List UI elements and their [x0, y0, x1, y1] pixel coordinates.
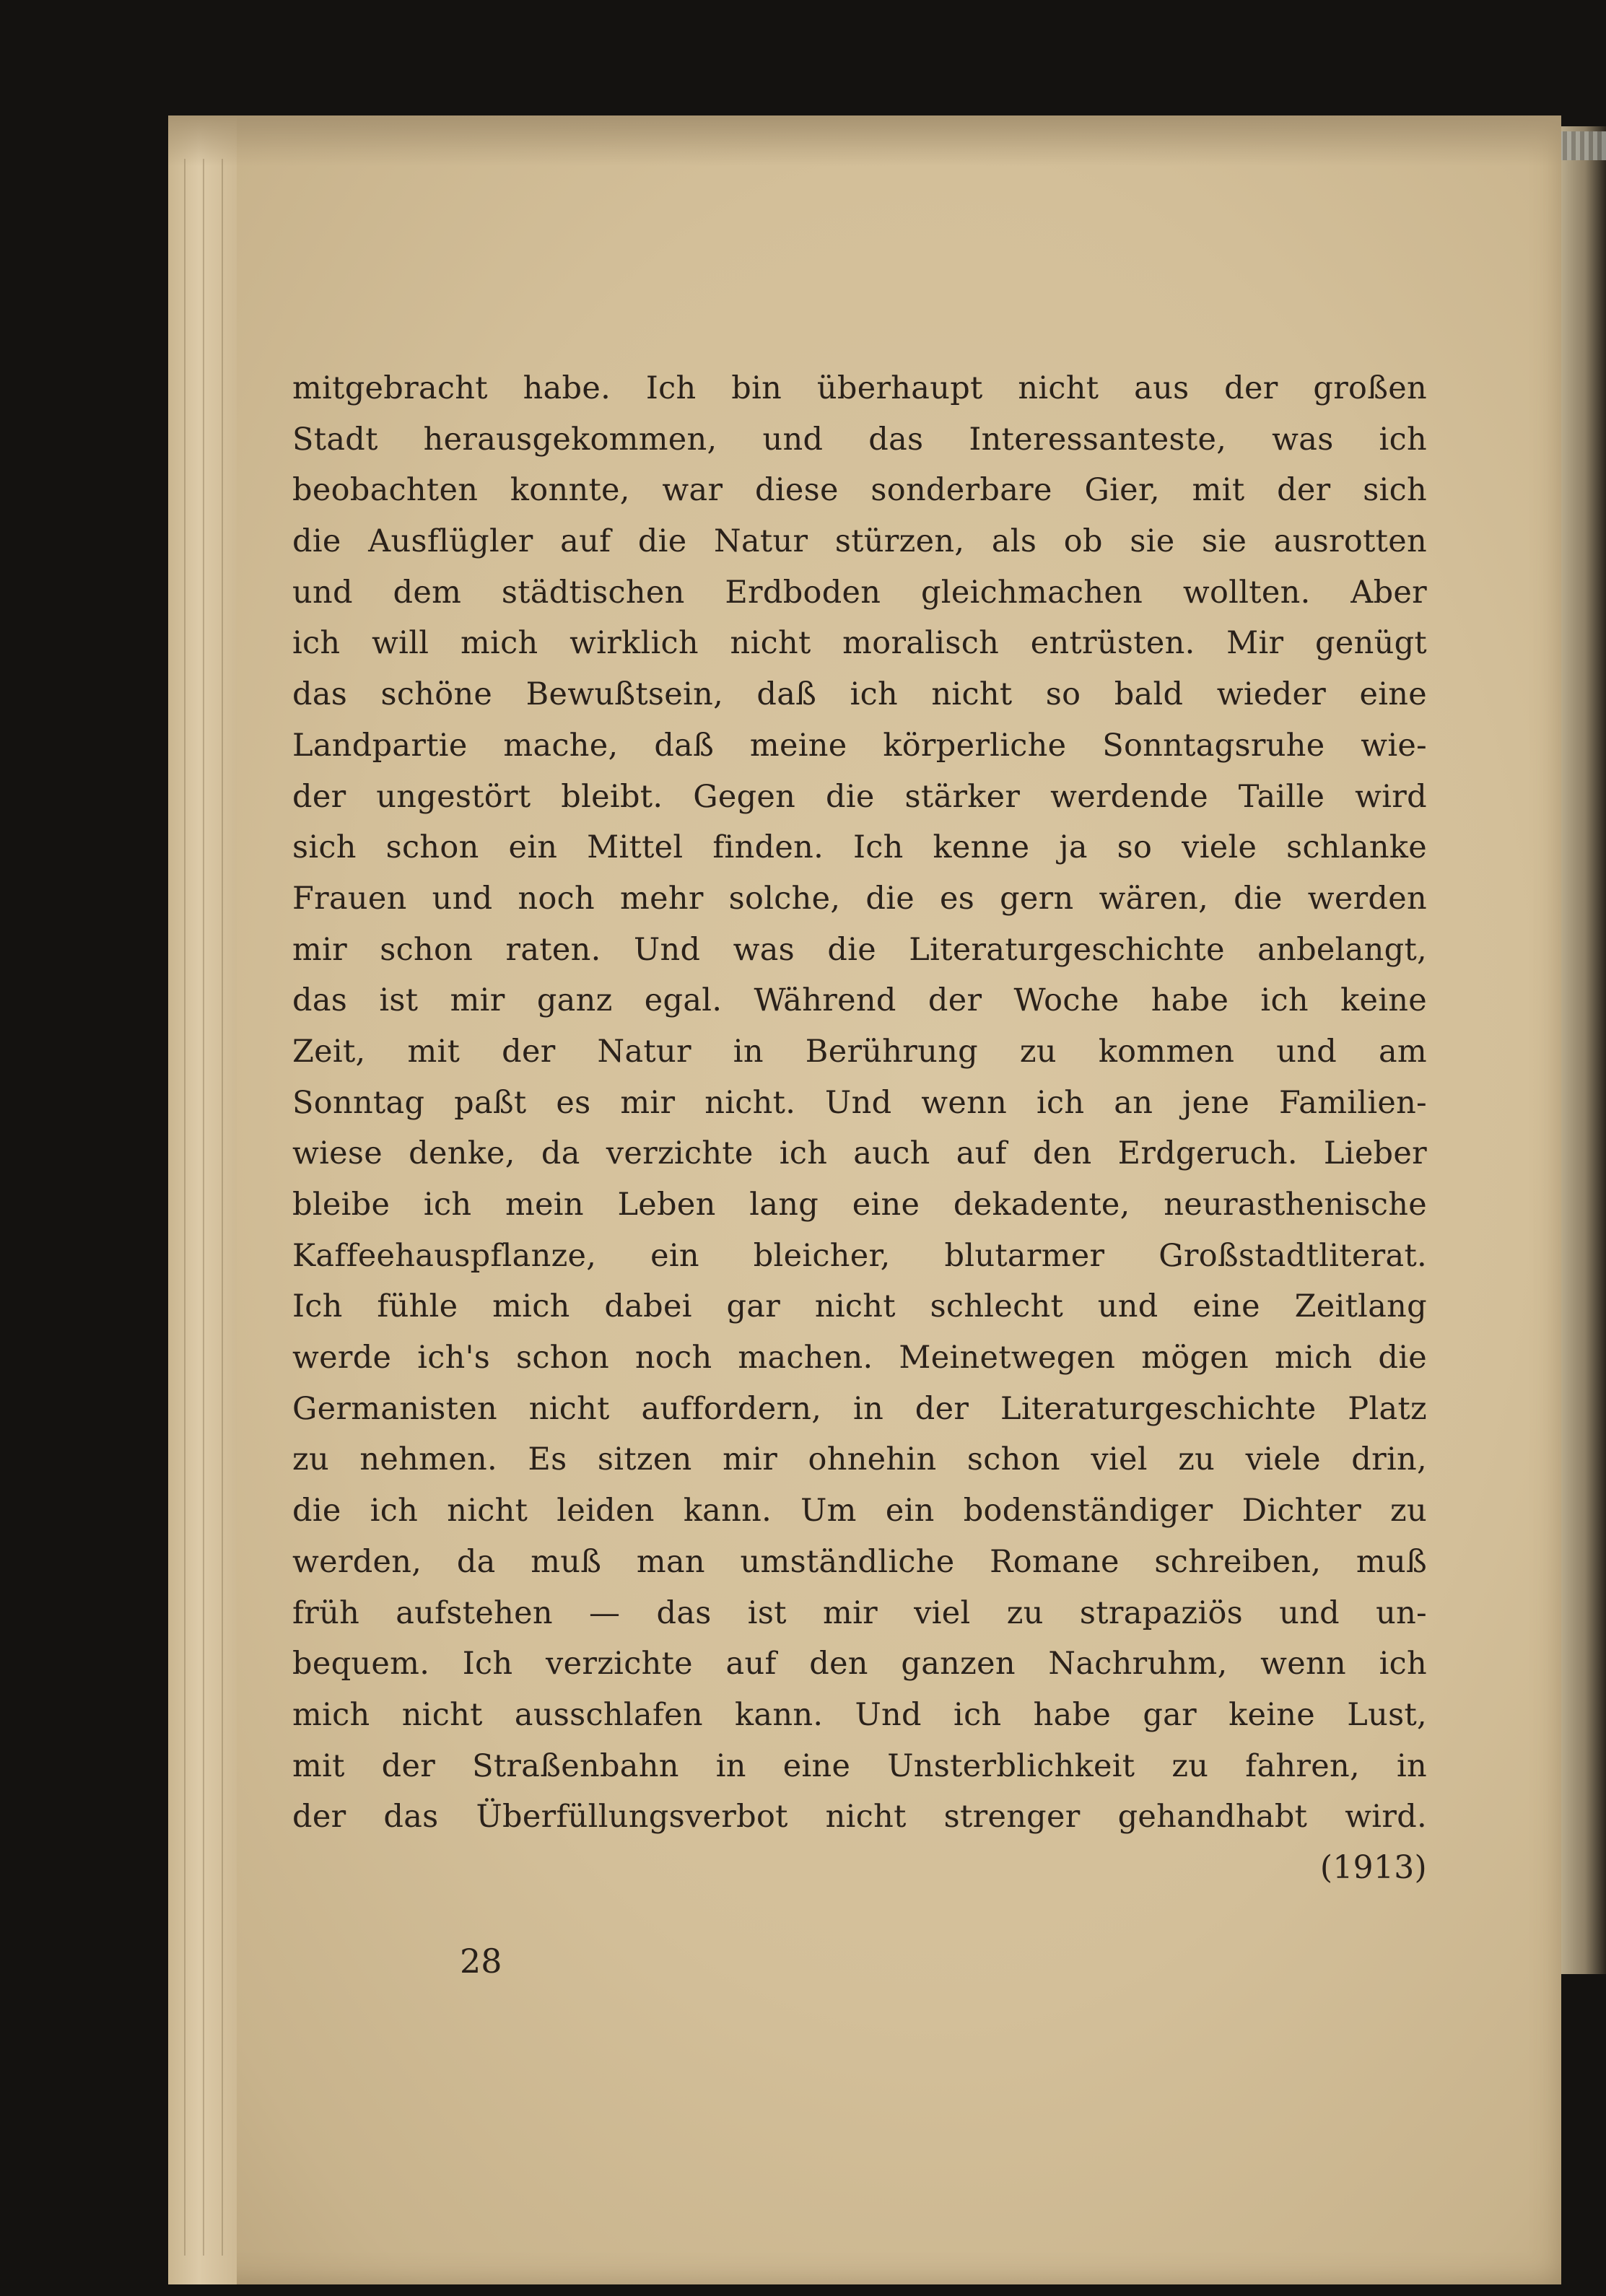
text-line: Kaffeehauspflanze, ein bleicher, blutarmer Großstadtliterat.: [292, 1237, 1427, 1274]
text-line: zu nehmen. Es sitzen mir ohnehin schon viel zu viele drin,: [292, 1441, 1427, 1478]
text-line: bequem. Ich verzichte auf den ganzen Nachruhm, wenn ich: [292, 1646, 1427, 1682]
page-number: 28: [460, 1942, 502, 1981]
text-line: das ist mir ganz egal. Während der Woche habe ich keine: [292, 982, 1427, 1019]
text-line: mir schon raten. Und was die Literaturgeschichte anbelangt,: [292, 931, 1427, 968]
text-line: die Ausflügler auf die Natur stürzen, als ob sie sie ausrotten: [292, 523, 1427, 560]
text-line: beobachten konnte, war diese sonderbare Gier, mit der sich: [292, 472, 1427, 509]
text-line: werde ich's schon noch machen. Meinetwegen mögen mich die: [292, 1340, 1427, 1376]
text-line: das schöne Bewußtsein, daß ich nicht so bald wieder eine: [292, 676, 1427, 713]
text-line: der ungestört bleibt. Gegen die stärker werdende Taille wird: [292, 778, 1427, 815]
text-line: Germanisten nicht auffordern, in der Literaturgeschichte Platz: [292, 1390, 1427, 1427]
text-line: mich nicht ausschlafen kann. Und ich habe gar keine Lust,: [292, 1696, 1427, 1733]
text-line: die ich nicht leiden kann. Um ein bodenständiger Dichter zu: [292, 1493, 1427, 1529]
text-line: und dem städtischen Erdboden gleichmachen wollten. Aber: [292, 574, 1427, 611]
text-line: Zeit, mit der Natur in Berührung zu kommen und am: [292, 1033, 1427, 1070]
publication-year: (1913): [1319, 1848, 1427, 1886]
text-line: wiese denke, da verzichte ich auch auf den Erdgeruch. Lieber: [292, 1135, 1427, 1172]
gutter-line: [203, 159, 204, 2256]
text-line: mit der Straßenbahn in eine Unsterblichkeit zu fahren, in: [292, 1747, 1427, 1784]
text-line: ich will mich wirklich nicht moralisch entrüsten. Mir genügt: [292, 625, 1427, 662]
gutter-line: [222, 159, 223, 2256]
text-line: sich schon ein Mittel finden. Ich kenne ja so viele schlanke: [292, 829, 1427, 866]
text-line: Ich fühle mich dabei gar nicht schlecht und eine Zeitlang: [292, 1288, 1427, 1325]
text-line: Frauen und noch mehr solche, die es gern wären, die werden: [292, 880, 1427, 917]
gutter-line: [184, 159, 186, 2256]
page-top-shadow: [168, 115, 1561, 166]
page-gutter: [168, 115, 237, 2284]
text-line: früh aufstehen — das ist mir viel zu strapaziös und un-: [292, 1594, 1427, 1631]
text-line: der das Überfüllungsverbot nicht strenger gehandhabt wird.: [292, 1799, 1427, 1836]
text-line: mitgebracht habe. Ich bin überhaupt nicht aus der großen: [292, 370, 1427, 406]
text-line: Landpartie mache, daß meine körperliche Sonntagsruhe wie-: [292, 727, 1427, 764]
text-line: bleibe ich mein Leben lang eine dekadente, neurasthenische: [292, 1187, 1427, 1223]
text-line: Sonntag paßt es mir nicht. Und wenn ich an jene Familien-: [292, 1084, 1427, 1121]
text-line: werden, da muß man umständliche Romane schreiben, muß: [292, 1543, 1427, 1580]
body-text: [292, 363, 1427, 1894]
text-line: Stadt herausgekommen, und das Interessanteste, was ich: [292, 421, 1427, 458]
